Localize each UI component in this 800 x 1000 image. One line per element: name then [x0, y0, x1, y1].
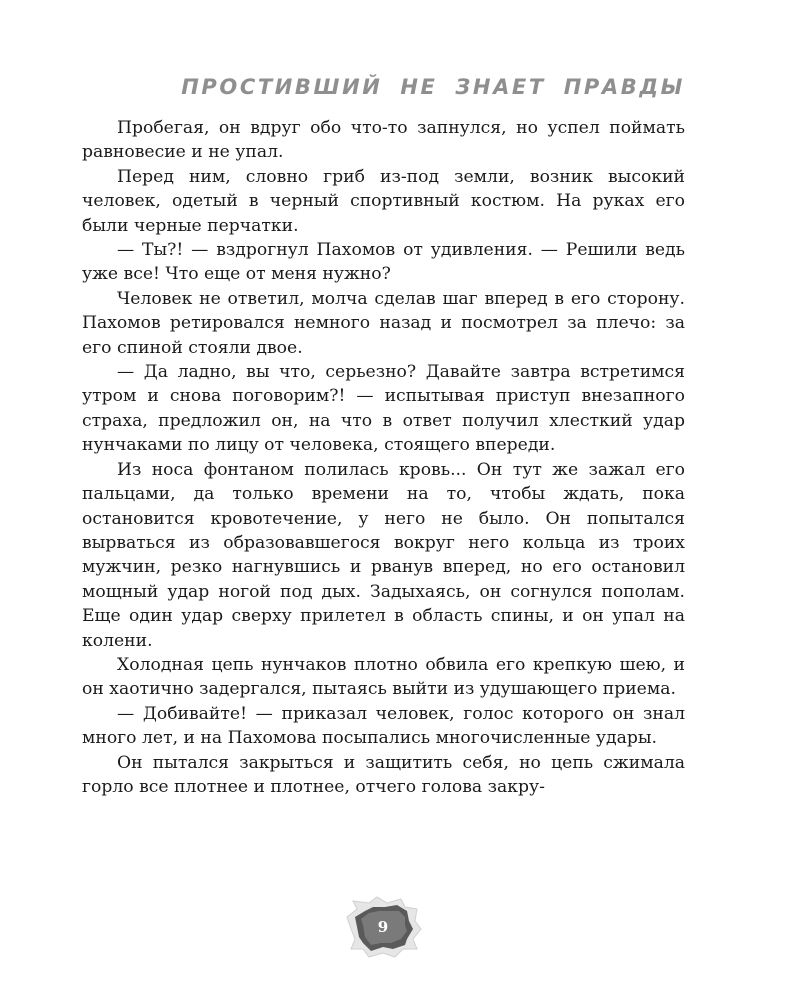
paragraph-8: — Добивайте! — приказал человек, голос которого он знал много лет, и на Пахомова посыпались многочисленные удары.	[82, 703, 685, 749]
paragraph-9: Он пытался закрыться и защитить себя, но цепь сжимала горло все плотнее и плотнее, отчего голова закру-	[82, 752, 685, 797]
page-number-badge	[343, 895, 423, 959]
page-body-text	[82, 116, 685, 799]
paragraph-7: Холодная цепь нунчаков плотно обвила его крепкую шею, и он хаотично задергался, пытаясь выйти из удушающего приема.	[82, 654, 685, 700]
page-number: 9	[377, 918, 389, 936]
paragraph-2: Перед ним, словно гриб из-под земли, возник высокий человек, одетый в черный спортивный костюм. На руках его были черные перчатки.	[82, 166, 685, 236]
paragraph-3: — Ты?! — вздрогнул Пахомов от удивления. — Решили ведь уже все! Что еще от меня нужно?	[82, 240, 685, 285]
paragraph-4: Человек не ответил, молча сделав шаг вперед в его сторону. Пахомов ретировался немного назад и посмотрел за плечо: за его спиной стояли двое.	[82, 288, 685, 358]
paragraph-5: — Да ладно, вы что, серьезно? Давайте завтра встретимся утром и снова поговорим?! — испытывая приступ внезапного страха, предложил он, на что в ответ получил хлесткий удар нунчаками по лицу от человека, стоящего впереди.	[82, 362, 685, 456]
running-header-title: ПРОСТИВШИЙ НЕ ЗНАЕТ ПРАВДЫ	[181, 75, 685, 99]
paragraph-6: Из носа фонтаном полилась кровь... Он тут же зажал его пальцами, да только времени на то, чтобы ждать, пока остановится кровотечение, у него не было. Он попытался вырваться из образовавшегося вокруг него кольца из троих мужчин, резко нагнувшись и рванув вперед, но его остановил мощный удар ногой под дых. Задыхаясь, он согнулся пополам. Еще один удар сверху прилетел в область спины, и он упал на колени.	[82, 459, 685, 651]
paragraph-1: Пробегая, он вдруг обо что-то запнулся, но успел поймать равновесие и не упал.	[82, 118, 685, 163]
